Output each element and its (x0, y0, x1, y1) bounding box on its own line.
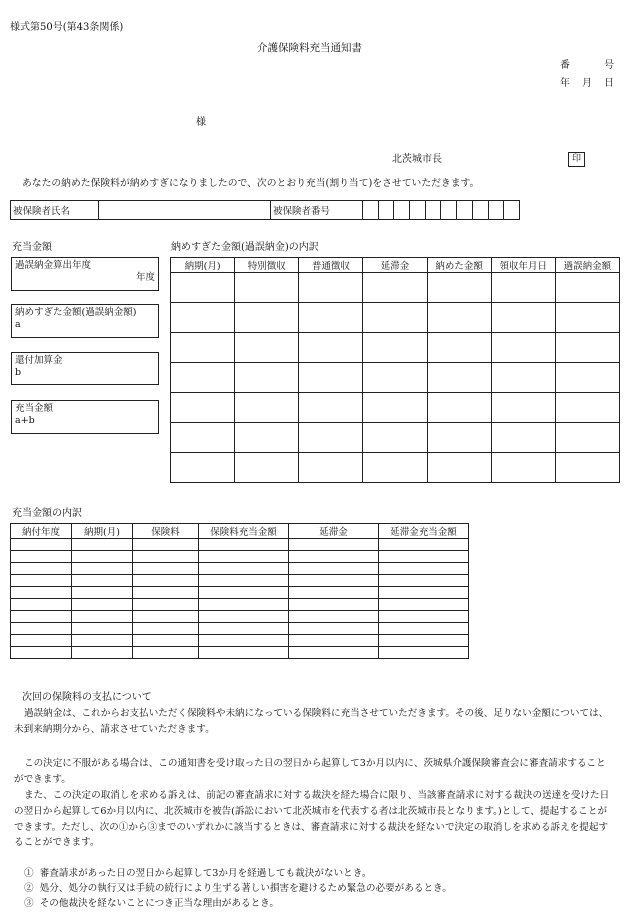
blank-cell (555, 363, 619, 393)
appeal-item-text: その他裁決を経ないことにつき正当な理由があるとき。 (39, 898, 279, 909)
blank-cell (133, 611, 199, 623)
blank-cell (555, 453, 619, 483)
insured-number-digit (394, 201, 410, 220)
blank-cell (491, 333, 555, 363)
breakdown-blank-row (171, 393, 620, 423)
blank-cell (427, 273, 491, 303)
applied-col-header: 保険料充当金額 (199, 524, 289, 539)
blank-cell (11, 587, 72, 599)
form-number: 様式第50号(第43条関係) (10, 22, 124, 33)
blank-cell (72, 599, 133, 611)
blank-cell (133, 635, 199, 647)
applied-amount-label: 充当金額 (15, 403, 54, 414)
overpaid-breakdown-heading: 納めすぎた金額(過誤納金)の内訳 (171, 242, 319, 253)
blank-cell (11, 611, 72, 623)
applied-blank-row (11, 539, 469, 551)
breakdown-blank-row (171, 273, 620, 303)
blank-cell (427, 393, 491, 423)
blank-cell (72, 623, 133, 635)
blank-cell (171, 423, 235, 453)
blank-cell (363, 423, 427, 453)
applied-amount-mark: a+b (15, 415, 35, 427)
overpaid-breakdown-table (170, 257, 620, 483)
blank-cell (133, 563, 199, 575)
blank-cell (555, 303, 619, 333)
applied-blank-row (11, 611, 469, 623)
applied-blank-row (11, 635, 469, 647)
blank-cell (379, 551, 469, 563)
breakdown-header-row (171, 258, 620, 273)
blank-cell (171, 453, 235, 483)
blank-cell (379, 611, 469, 623)
breakdown-blank-row (171, 363, 620, 393)
breakdown-blank-row (171, 453, 620, 483)
blank-cell (72, 563, 133, 575)
document-title: 介護保険料充当通知書 (257, 42, 362, 54)
blank-cell (72, 539, 133, 551)
applied-blank-row (11, 563, 469, 575)
applied-col-header: 保険料 (133, 524, 199, 539)
breakdown-col-header: 納期(月) (171, 258, 235, 273)
insured-number-label: 被保険者番号 (271, 201, 363, 220)
blank-cell (171, 273, 235, 303)
blank-cell (289, 587, 379, 599)
refund-addition-mark: b (15, 367, 22, 379)
applied-blank-row (11, 647, 469, 659)
appeal-item (24, 898, 279, 910)
date-day: 日 (604, 78, 614, 89)
insured-number-digit (504, 201, 520, 220)
blank-cell (235, 393, 299, 423)
overpaid-year-box (11, 257, 159, 291)
breakdown-col-header: 過誤納金額 (555, 258, 619, 273)
blank-cell (72, 647, 133, 659)
blank-cell (379, 575, 469, 587)
blank-cell (199, 599, 289, 611)
insured-name-label: 被保険者氏名 (11, 201, 99, 220)
blank-cell (491, 423, 555, 453)
overpaid-year-label: 過誤納金算出年度 (15, 260, 92, 271)
blank-cell (299, 273, 363, 303)
breakdown-col-header: 普通徴収 (299, 258, 363, 273)
blank-cell (299, 393, 363, 423)
blank-cell (199, 623, 289, 635)
blank-cell (379, 587, 469, 599)
blank-cell (491, 393, 555, 423)
blank-cell (133, 539, 199, 551)
blank-cell (133, 647, 199, 659)
blank-cell (379, 563, 469, 575)
breakdown-col-header: 領収年月日 (491, 258, 555, 273)
next-payment-body: 過誤納金は、これからお支払いただく保険料や未納になっている保険料に充当させていただきます。その後、足りない金額については、未到来納期分から、請求させていただきます。 (14, 708, 609, 735)
blank-cell (379, 599, 469, 611)
applied-blank-row (11, 587, 469, 599)
blank-cell (363, 333, 427, 363)
appeal-item-number: ① (24, 868, 34, 879)
blank-cell (171, 333, 235, 363)
blank-cell (299, 303, 363, 333)
blank-cell (379, 635, 469, 647)
blank-cell (171, 303, 235, 333)
blank-cell (11, 635, 72, 647)
blank-cell (289, 635, 379, 647)
blank-cell (289, 563, 379, 575)
blank-cell (133, 551, 199, 563)
blank-cell (363, 303, 427, 333)
blank-cell (289, 599, 379, 611)
blank-cell (72, 611, 133, 623)
blank-cell (11, 563, 72, 575)
applied-col-header: 納期(月) (72, 524, 133, 539)
blank-cell (289, 647, 379, 659)
breakdown-col-header: 延滞金 (363, 258, 427, 273)
blank-cell (299, 333, 363, 363)
blank-cell (299, 453, 363, 483)
applied-blank-row (11, 575, 469, 587)
blank-cell (133, 587, 199, 599)
breakdown-blank-row (171, 333, 620, 363)
insured-number-digit (425, 201, 441, 220)
overpaid-year-unit: 年度 (135, 272, 155, 284)
applied-amount-box (11, 400, 159, 434)
appeal-item-number: ③ (24, 898, 34, 909)
insured-number-digit (457, 201, 473, 220)
blank-cell (363, 393, 427, 423)
breakdown-blank-row (171, 423, 620, 453)
insured-number-digit (441, 201, 457, 220)
blank-cell (379, 647, 469, 659)
overpaid-amount-label: 納めすぎた金額(過誤納金額) (15, 307, 137, 318)
appeal-paragraph-1: この決定に不服がある場合は、この通知書を受け取った日の翌日から起算して3か月以内に、茨城県介護保険審査会に審査請求することができます。 (14, 758, 606, 785)
blank-cell (11, 599, 72, 611)
refund-addition-label: 還付加算金 (15, 355, 63, 366)
blank-cell (289, 539, 379, 551)
blank-cell (491, 453, 555, 483)
appeal-item-text: 処分、処分の執行又は手続の続行により生ずる著しい損害を避けるため緊急の必要があるとき。 (39, 883, 452, 894)
blank-cell (235, 363, 299, 393)
insured-number-digit (488, 201, 504, 220)
applied-col-header: 納付年度 (11, 524, 72, 539)
blank-cell (199, 575, 289, 587)
blank-cell (133, 623, 199, 635)
date-year: 年 (560, 78, 570, 89)
blank-cell (555, 393, 619, 423)
blank-cell (555, 273, 619, 303)
blank-cell (171, 393, 235, 423)
applied-amount-heading: 充当金額 (12, 242, 52, 253)
applied-blank-row (11, 599, 469, 611)
date-month: 月 (582, 78, 592, 89)
blank-cell (363, 363, 427, 393)
intro-text: あなたの納めた保険料が納めすぎになりましたので、次のとおり充当(割り当て)をさせていただきます。 (22, 178, 480, 189)
insured-number-digit (363, 201, 379, 220)
blank-cell (199, 551, 289, 563)
blank-cell (289, 623, 379, 635)
insured-table (10, 200, 520, 220)
seal-mark: 印 (568, 152, 585, 167)
overpaid-amount-mark: a (15, 319, 21, 331)
blank-cell (72, 551, 133, 563)
blank-cell (289, 551, 379, 563)
blank-cell (491, 303, 555, 333)
applied-blank-row (11, 551, 469, 563)
applied-breakdown-table (10, 523, 469, 659)
refund-addition-box (11, 352, 159, 385)
blank-cell (11, 551, 72, 563)
blank-cell (555, 333, 619, 363)
blank-cell (199, 539, 289, 551)
blank-cell (491, 363, 555, 393)
mayor-title: 北茨城市長 (392, 154, 442, 165)
blank-cell (363, 273, 427, 303)
blank-cell (289, 575, 379, 587)
insured-number-digit (410, 201, 426, 220)
blank-cell (289, 611, 379, 623)
blank-cell (199, 647, 289, 659)
blank-cell (11, 623, 72, 635)
blank-cell (11, 647, 72, 659)
blank-cell (379, 623, 469, 635)
appeal-item (24, 883, 452, 895)
addressee-sama: 様 (196, 117, 206, 128)
blank-cell (235, 303, 299, 333)
breakdown-col-header: 特別徴収 (235, 258, 299, 273)
overpaid-amount-box (11, 304, 159, 338)
applied-col-header: 延滞金 (289, 524, 379, 539)
number-go: 号 (604, 60, 614, 71)
blank-cell (133, 599, 199, 611)
blank-cell (11, 575, 72, 587)
blank-cell (199, 587, 289, 599)
blank-cell (72, 635, 133, 647)
blank-cell (199, 563, 289, 575)
blank-cell (427, 363, 491, 393)
breakdown-blank-row (171, 303, 620, 333)
appeal-item (24, 868, 372, 880)
blank-cell (199, 611, 289, 623)
blank-cell (171, 363, 235, 393)
blank-cell (199, 635, 289, 647)
blank-cell (427, 303, 491, 333)
blank-cell (427, 423, 491, 453)
applied-blank-row (11, 623, 469, 635)
blank-cell (363, 453, 427, 483)
blank-cell (133, 575, 199, 587)
applied-col-header: 延滞金充当金額 (379, 524, 469, 539)
blank-cell (299, 423, 363, 453)
applied-header-row (11, 524, 469, 539)
number-ban: 番 (560, 60, 570, 71)
blank-cell (427, 333, 491, 363)
insured-number-digit (472, 201, 488, 220)
blank-cell (72, 575, 133, 587)
blank-cell (11, 539, 72, 551)
blank-cell (72, 587, 133, 599)
applied-breakdown-heading: 充当金額の内訳 (12, 508, 82, 519)
next-payment-heading: 次回の保険料の支払について (22, 692, 152, 703)
blank-cell (235, 453, 299, 483)
insured-name-value (99, 201, 271, 220)
appeal-item-text: 審査請求があった日の翌日から起算して3か月を経過しても裁決がないとき。 (39, 868, 372, 879)
blank-cell (235, 423, 299, 453)
blank-cell (427, 453, 491, 483)
blank-cell (299, 363, 363, 393)
blank-cell (555, 423, 619, 453)
blank-cell (235, 333, 299, 363)
insured-number-digit (378, 201, 394, 220)
breakdown-col-header: 納めた金額 (427, 258, 491, 273)
appeal-item-number: ② (24, 883, 34, 894)
blank-cell (235, 273, 299, 303)
blank-cell (379, 539, 469, 551)
appeal-paragraph-2: また、この決定の取消しを求める訴えは、前記の審査請求に対する裁決を経た場合に限り、当該審査請求に対する裁決の送達を受けた日の翌日から起算して6か月以内に、北茨城市を被告(訴訟において北茨城市を代表する者は北茨城市長となります。)として、提起することができます。ただし、次の①から③までのいずれかに該当するときは、審査請求に対する裁決を経ないで決定の取消しを求める訴えを提起することができます。 (14, 790, 610, 849)
blank-cell (491, 273, 555, 303)
